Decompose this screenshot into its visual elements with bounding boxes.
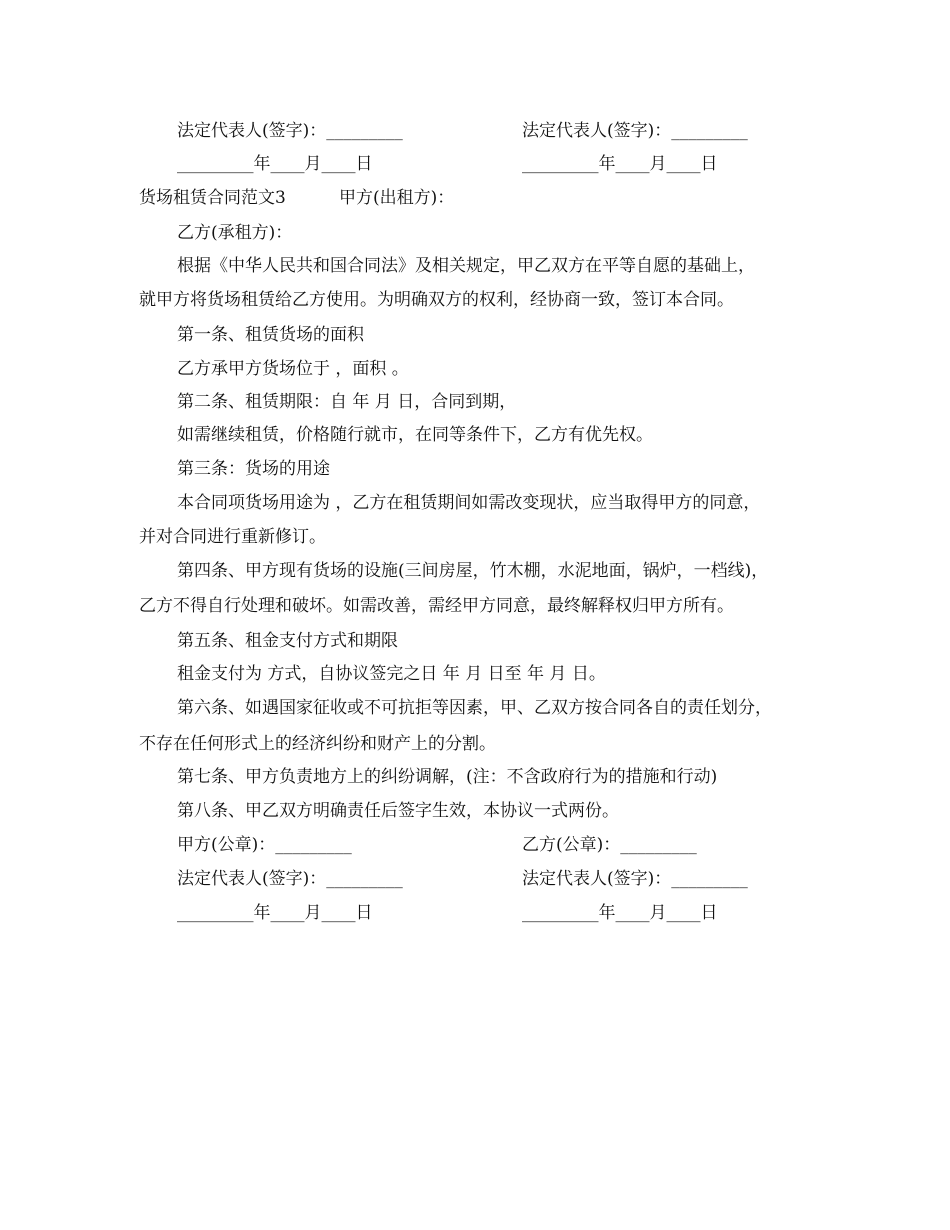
intro-line-2: 就甲方将货场租赁给乙方使用。为明确双方的权利，经协商一致，签订本合同。 xyxy=(139,290,734,310)
article-6-line-2: 不存在任何形式上的经济纠纷和财产上的分割。 xyxy=(139,734,496,754)
article-4-line-2: 乙方不得自行处理和破坏。如需改善，需经甲方同意，最终解释权归甲方所有。 xyxy=(139,596,734,616)
top-right-representative-signature: 法定代表人(签字)：_________ xyxy=(522,121,748,141)
bottom-left-date: _________年____月____日 xyxy=(177,903,373,923)
lessor-label: 甲方(出租方)： xyxy=(339,188,455,208)
article-3-body-line-1: 本合同项货场用途为 ，乙方在租赁期间如需改变现状，应当取得甲方的同意， xyxy=(177,493,761,513)
article-3-body-line-2: 并对合同进行重新修订。 xyxy=(139,527,326,547)
party-a-seal: 甲方(公章)：_________ xyxy=(177,835,352,855)
bottom-right-date: _________年____月____日 xyxy=(522,903,718,923)
article-2-body: 如需继续租赁，价格随行就市，在同等条件下，乙方有优先权。 xyxy=(177,425,653,445)
article-3-title: 第三条：货场的用途 xyxy=(177,459,330,479)
article-8: 第八条、甲乙双方明确责任后签字生效，本协议一式两份。 xyxy=(177,801,619,821)
top-left-date: _________年____月____日 xyxy=(177,154,373,174)
article-1-body: 乙方承甲方货场位于 ，面积 。 xyxy=(177,359,409,379)
article-5-body: 租金支付为 方式，自协议签完之日 年 月 日至 年 月 日。 xyxy=(177,664,606,684)
article-4-line-1: 第四条、甲方现有货场的设施(三间房屋，竹木棚，水泥地面，锅炉，一档线)， xyxy=(177,561,769,581)
contract-title: 货场租赁合同范文3 xyxy=(139,188,286,208)
intro-line-1: 根据《中华人民共和国合同法》及相关规定，甲乙双方在平等自愿的基础上， xyxy=(177,256,755,276)
lessee-label: 乙方(承租方)： xyxy=(177,223,293,243)
party-b-seal: 乙方(公章)：_________ xyxy=(522,835,697,855)
article-6-line-1: 第六条、如遇国家征收或不可抗拒等因素，甲、乙双方按合同各自的责任划分， xyxy=(177,698,772,718)
bottom-right-representative-signature: 法定代表人(签字)：_________ xyxy=(522,869,748,889)
article-5-title: 第五条、租金支付方式和期限 xyxy=(177,631,398,651)
bottom-left-representative-signature: 法定代表人(签字)：_________ xyxy=(177,869,403,889)
article-2-title: 第二条、租赁期限：自 年 月 日，合同到期， xyxy=(177,392,517,412)
article-7: 第七条、甲方负责地方上的纠纷调解，(注：不含政府行为的措施和行动) xyxy=(177,767,718,787)
top-left-representative-signature: 法定代表人(签字)：_________ xyxy=(177,121,403,141)
article-1-title: 第一条、租赁货场的面积 xyxy=(177,325,364,345)
top-right-date: _________年____月____日 xyxy=(522,154,718,174)
